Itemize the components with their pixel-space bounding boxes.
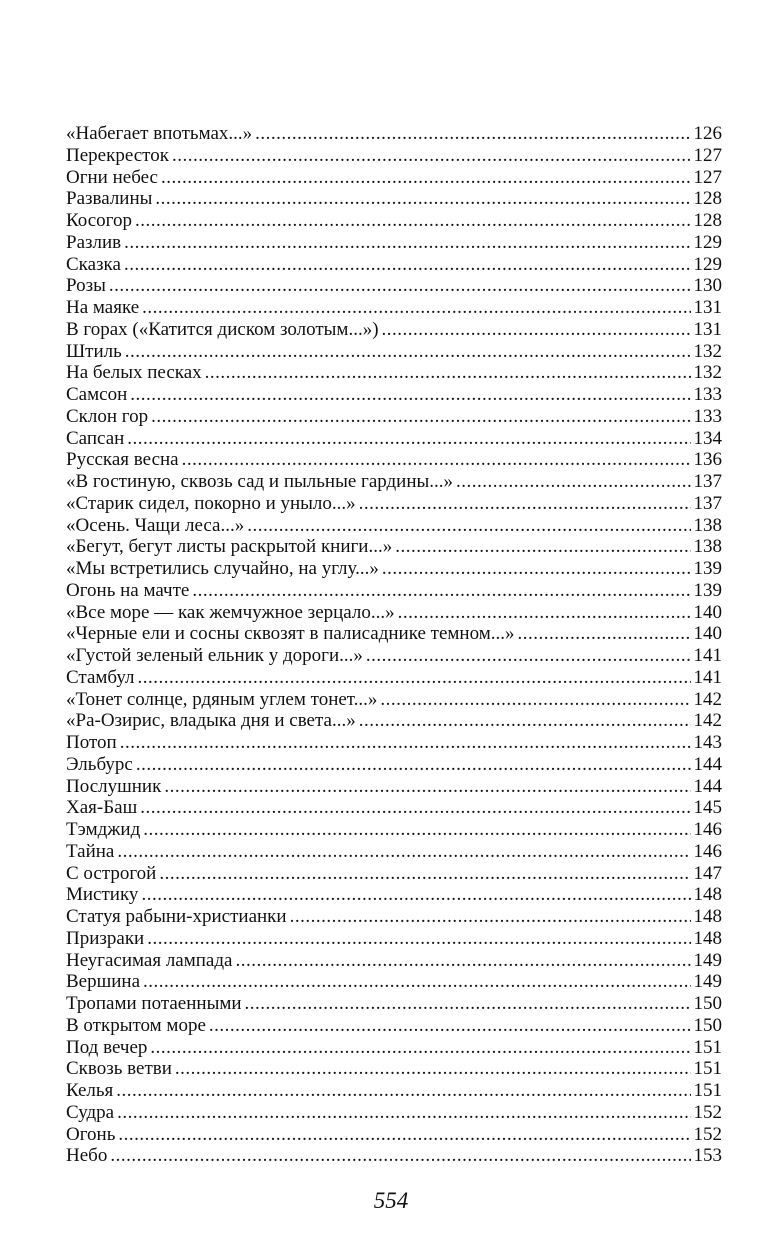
toc-entry-page: 142 <box>693 688 722 710</box>
toc-entry <box>66 210 722 232</box>
toc-entry-title: Огонь <box>66 1123 116 1145</box>
toc-entry-page: 144 <box>693 775 722 797</box>
toc-entry-title: Штиль <box>66 340 122 362</box>
toc-entry-page: 132 <box>693 362 722 384</box>
toc-entry-title: В открытом море <box>66 1014 206 1036</box>
toc-entry-title: Небо <box>66 1145 108 1167</box>
dot-leader <box>159 863 690 885</box>
dot-leader <box>164 776 690 798</box>
toc-entry <box>66 123 722 145</box>
toc-entry-page: 139 <box>693 558 722 579</box>
dot-leader <box>155 188 690 210</box>
toc-entry-title: Призраки <box>66 927 145 949</box>
toc-entry <box>66 558 722 580</box>
toc-entry-page: 139 <box>693 579 722 601</box>
toc-entry-page: 133 <box>693 405 722 427</box>
dot-leader <box>161 167 691 189</box>
toc-entry-title: «Густой зеленый ельник у дороги...» <box>66 645 363 666</box>
toc-entry-title: «Черные ели и сосны сквозят в палисаднике темном...» <box>66 623 515 645</box>
toc-entry <box>66 145 722 167</box>
toc-entry-title: Розы <box>66 275 106 297</box>
toc-entry-page: 130 <box>693 275 722 297</box>
toc-entry <box>66 536 722 558</box>
toc-entry-page: 137 <box>693 471 722 492</box>
toc-entry-title: Огонь на мачте <box>66 579 190 601</box>
toc-entry-title: «Ра-Озирис, владыка дня и света...» <box>66 710 356 732</box>
toc-entry <box>66 362 722 384</box>
dot-leader <box>127 428 690 450</box>
toc-entry-title: Послушник <box>66 775 162 797</box>
dot-leader <box>141 884 690 906</box>
toc-entry-title: Косогор <box>66 210 132 231</box>
toc-entry-title: С острогой <box>66 862 157 884</box>
dot-leader <box>135 210 691 232</box>
dot-leader <box>235 950 690 972</box>
toc-entry-title: Мистику <box>66 884 139 906</box>
toc-entry-title: Самсон <box>66 384 128 405</box>
toc-entry <box>66 384 722 406</box>
dot-leader <box>380 689 690 711</box>
toc-entry <box>66 1124 722 1146</box>
toc-entry-title: Судра <box>66 1101 115 1123</box>
toc-entry-page: 138 <box>693 514 722 536</box>
toc-entry-page: 147 <box>693 862 722 884</box>
toc-entry-page: 131 <box>693 318 722 340</box>
toc-entry-page: 152 <box>693 1123 722 1145</box>
toc-entry <box>66 1058 722 1080</box>
toc-entry-page: 151 <box>693 1036 722 1058</box>
dot-leader <box>118 1124 690 1146</box>
toc-entry-page: 143 <box>693 732 722 753</box>
dot-leader <box>175 1058 691 1080</box>
toc-entry <box>66 254 722 276</box>
dot-leader <box>117 1102 690 1124</box>
toc-entry <box>66 515 722 537</box>
toc-entry-page: 146 <box>693 819 722 840</box>
toc-entry-page: 141 <box>693 645 722 666</box>
toc-entry-title: Стамбул <box>66 666 135 688</box>
dot-leader <box>117 841 690 863</box>
toc-entry-title: «Старик сидел, покорно и уныло...» <box>66 492 356 514</box>
toc-entry <box>66 602 722 624</box>
dot-leader <box>182 449 691 471</box>
toc-entry-title: Развалины <box>66 188 153 210</box>
toc-entry-page: 128 <box>693 210 722 231</box>
toc-entry <box>66 406 722 428</box>
toc-entry-title: «Все море — как жемчужное зерцало...» <box>66 601 395 623</box>
toc-entry <box>66 732 722 754</box>
dot-leader <box>138 667 691 689</box>
toc-entry-title: В горах («Катится диском золотым...») <box>66 318 379 340</box>
toc-entry <box>66 449 722 471</box>
dot-leader <box>151 406 690 428</box>
toc-entry <box>66 232 722 254</box>
toc-entry-page: 149 <box>693 949 722 971</box>
toc-entry <box>66 819 722 841</box>
dot-leader <box>143 819 690 841</box>
dot-leader <box>205 362 691 384</box>
toc-entry <box>66 319 722 341</box>
dot-leader <box>143 971 690 993</box>
toc-entry-page: 134 <box>693 427 722 449</box>
toc-entry-title: Огни небес <box>66 166 158 188</box>
toc-entry-page: 127 <box>693 166 722 188</box>
toc-entry-title: «Мы встретились случайно, на углу...» <box>66 558 379 579</box>
toc-entry-title: Сапсан <box>66 427 125 449</box>
toc-entry-page: 129 <box>693 253 722 275</box>
toc-entry-page: 146 <box>693 840 722 862</box>
toc-entry-title: Тайна <box>66 840 115 862</box>
toc-entry-title: «Тонет солнце, рдяным углем тонет...» <box>66 688 378 710</box>
dot-leader <box>382 319 691 341</box>
toc-entry-title: Вершина <box>66 971 141 993</box>
toc-entry <box>66 1015 722 1037</box>
dot-leader <box>142 297 690 319</box>
toc-entry-page: 150 <box>693 1014 722 1036</box>
toc-entry <box>66 493 722 515</box>
toc-entry <box>66 841 722 863</box>
toc-entry-title: Разлив <box>66 231 122 253</box>
toc-entry <box>66 188 722 210</box>
dot-leader <box>456 471 690 493</box>
dot-leader <box>140 797 690 819</box>
toc-entry <box>66 1145 722 1167</box>
dot-leader <box>124 232 690 254</box>
dot-leader <box>382 558 691 580</box>
toc-entry <box>66 863 722 885</box>
toc-entry-page: 152 <box>693 1101 722 1123</box>
toc-entry-page: 126 <box>693 123 722 144</box>
toc-entry-page: 140 <box>693 601 722 623</box>
toc-entry-title: Тэмджид <box>66 819 141 840</box>
toc-entry <box>66 928 722 950</box>
toc-entry <box>66 950 722 972</box>
toc-entry <box>66 1102 722 1124</box>
table-of-contents <box>66 123 722 1167</box>
dot-leader <box>120 732 691 754</box>
toc-entry <box>66 580 722 602</box>
dot-leader <box>116 1080 690 1102</box>
toc-entry-page: 144 <box>693 753 722 775</box>
toc-entry-title: Тропами потаенными <box>66 993 242 1014</box>
dot-leader <box>398 602 691 624</box>
toc-entry-title: Хая-Баш <box>66 797 138 819</box>
toc-entry-title: Статуя рабыни-христианки <box>66 906 287 927</box>
toc-entry-page: 151 <box>693 1058 722 1080</box>
toc-entry-page: 148 <box>693 884 722 906</box>
toc-entry-title: Склон гор <box>66 405 149 427</box>
dot-leader <box>150 1037 690 1059</box>
dot-leader <box>359 493 691 515</box>
toc-entry <box>66 906 722 928</box>
toc-entry <box>66 797 722 819</box>
toc-entry-page: 142 <box>693 710 722 732</box>
toc-entry-page: 145 <box>693 797 722 819</box>
toc-entry <box>66 297 722 319</box>
dot-leader <box>124 254 691 276</box>
dot-leader <box>359 710 691 732</box>
toc-entry <box>66 993 722 1015</box>
toc-entry-title: Неугасимая лампада <box>66 949 233 971</box>
toc-entry-page: 131 <box>693 297 722 318</box>
dot-leader <box>109 275 691 297</box>
toc-entry-title: Сказка <box>66 253 121 275</box>
toc-entry-page: 129 <box>693 231 722 253</box>
toc-entry-title: Келья <box>66 1080 114 1101</box>
dot-leader <box>247 515 690 537</box>
toc-entry-title: Русская весна <box>66 449 179 471</box>
page-number: 554 <box>373 1188 409 1213</box>
toc-entry-page: 140 <box>693 623 722 645</box>
toc-entry-page: 149 <box>693 971 722 993</box>
dot-leader <box>518 623 691 645</box>
toc-entry-title: Эльбурс <box>66 753 133 775</box>
toc-entry <box>66 428 722 450</box>
dot-leader <box>192 580 690 602</box>
toc-entry <box>66 754 722 776</box>
toc-entry-title: «Набегает впотьмах...» <box>66 123 253 144</box>
dot-leader <box>366 645 691 667</box>
toc-entry <box>66 776 722 798</box>
toc-entry <box>66 689 722 711</box>
toc-entry-page: 151 <box>693 1080 722 1101</box>
toc-entry <box>66 341 722 363</box>
toc-entry-page: 136 <box>693 449 722 471</box>
toc-entry <box>66 645 722 667</box>
toc-entry-title: На белых песках <box>66 362 202 384</box>
toc-entry-page: 141 <box>693 666 722 688</box>
toc-entry <box>66 971 722 993</box>
toc-entry-page: 148 <box>693 927 722 949</box>
dot-leader <box>110 1145 690 1167</box>
dot-leader <box>147 928 690 950</box>
dot-leader <box>255 123 690 145</box>
dot-leader <box>290 906 691 928</box>
toc-entry-page: 128 <box>693 188 722 210</box>
dot-leader <box>172 145 691 167</box>
dot-leader <box>395 536 690 558</box>
toc-entry-title: «В гостиную, сквозь сад и пыльные гардины...» <box>66 471 454 492</box>
toc-entry <box>66 710 722 732</box>
toc-entry-page: 132 <box>693 340 722 362</box>
toc-entry-page: 127 <box>693 144 722 166</box>
toc-entry <box>66 1080 722 1102</box>
toc-entry-title: На маяке <box>66 297 140 318</box>
toc-entry <box>66 884 722 906</box>
toc-entry-title: «Бегут, бегут листы раскрытой книги...» <box>66 536 393 558</box>
toc-entry <box>66 275 722 297</box>
toc-entry-page: 153 <box>693 1145 722 1167</box>
toc-entry <box>66 471 722 493</box>
toc-entry <box>66 167 722 189</box>
toc-entry-title: Под вечер <box>66 1036 148 1058</box>
toc-entry-title: «Осень. Чащи леса...» <box>66 514 245 536</box>
dot-leader <box>130 384 690 406</box>
toc-entry-title: Сквозь ветви <box>66 1058 172 1080</box>
toc-entry-page: 133 <box>693 384 722 405</box>
dot-leader <box>245 993 691 1015</box>
toc-entry-title: Перекресток <box>66 144 169 166</box>
toc-entry-page: 150 <box>693 993 722 1014</box>
toc-entry <box>66 623 722 645</box>
toc-entry-page: 137 <box>693 492 722 514</box>
toc-entry-page: 138 <box>693 536 722 558</box>
dot-leader <box>125 341 691 363</box>
dot-leader <box>136 754 691 776</box>
toc-entry <box>66 667 722 689</box>
toc-entry-title: Потоп <box>66 732 117 753</box>
toc-entry <box>66 1037 722 1059</box>
toc-entry-page: 148 <box>693 906 722 927</box>
dot-leader <box>209 1015 691 1037</box>
